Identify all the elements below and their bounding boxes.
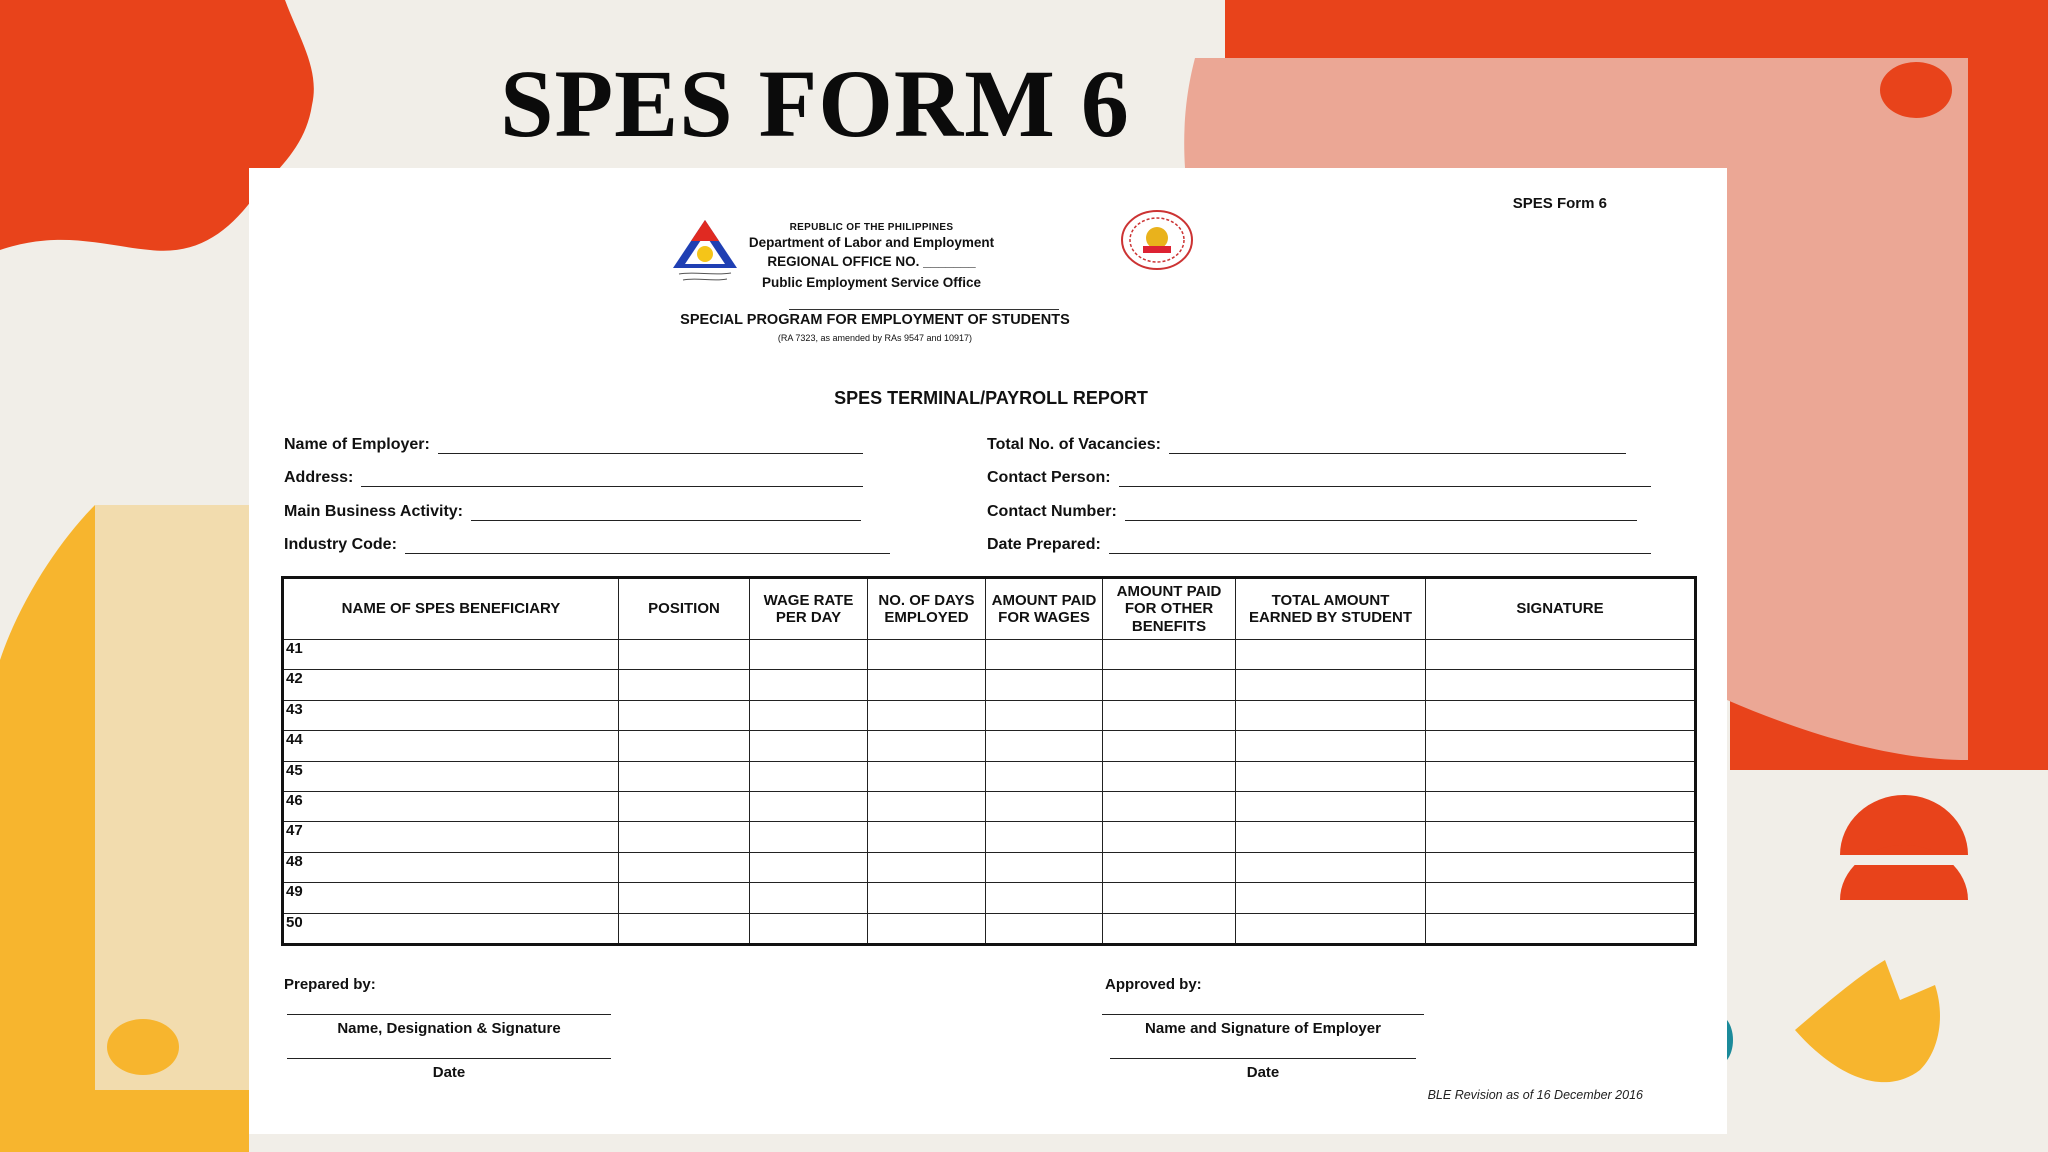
- table-header-row: [283, 578, 1696, 640]
- table-cell[interactable]: [868, 640, 986, 670]
- table-cell[interactable]: [750, 791, 868, 821]
- table-row: [283, 791, 1696, 821]
- table-cell[interactable]: [1236, 700, 1426, 730]
- table-cell[interactable]: [1103, 883, 1236, 913]
- field-label: Contact Number:: [987, 503, 1117, 520]
- table-cell[interactable]: [619, 852, 750, 882]
- table-cell[interactable]: [1236, 913, 1426, 944]
- report-title: SPES TERMINAL/PAYROLL REPORT: [834, 388, 1148, 408]
- field-label: Industry Code:: [284, 536, 397, 553]
- table-cell[interactable]: [1103, 761, 1236, 791]
- field-label: Total No. of Vacancies:: [987, 436, 1161, 453]
- table-cell[interactable]: [750, 852, 868, 882]
- table-cell[interactable]: [619, 883, 750, 913]
- table-cell[interactable]: [750, 640, 868, 670]
- row-number-cell[interactable]: 44: [283, 731, 619, 761]
- slide-title: SPES FORM 6: [500, 50, 1130, 157]
- table-cell[interactable]: [986, 913, 1103, 944]
- table-cell[interactable]: [750, 883, 868, 913]
- table-cell[interactable]: [986, 640, 1103, 670]
- table-cell[interactable]: [1103, 640, 1236, 670]
- table-cell[interactable]: [868, 731, 986, 761]
- field-label: Date Prepared:: [987, 536, 1101, 553]
- cream-panel-shape: [95, 505, 249, 1090]
- prepared-signature-line[interactable]: [287, 1014, 611, 1015]
- table-cell[interactable]: [619, 791, 750, 821]
- prepared-by-label: Prepared by:: [284, 976, 376, 993]
- table-cell[interactable]: [986, 761, 1103, 791]
- field-input-line[interactable]: [1109, 535, 1651, 554]
- employer-name-field[interactable]: [284, 432, 863, 454]
- business-activity-field[interactable]: [284, 499, 861, 521]
- column-header: NO. OF DAYS EMPLOYED: [868, 578, 986, 640]
- republic-label: REPUBLIC OF THE PHILIPPINES: [789, 222, 954, 233]
- header-divider: [789, 309, 1059, 310]
- table-cell[interactable]: [868, 700, 986, 730]
- payroll-table: [281, 576, 1697, 946]
- table-cell[interactable]: [1426, 640, 1696, 670]
- table-cell[interactable]: [619, 731, 750, 761]
- field-input-line[interactable]: [405, 535, 890, 554]
- table-cell[interactable]: [986, 852, 1103, 882]
- table-cell[interactable]: [1236, 670, 1426, 700]
- table-cell[interactable]: [868, 791, 986, 821]
- table-cell[interactable]: [1426, 883, 1696, 913]
- contact-person-field[interactable]: [987, 465, 1651, 487]
- vacancies-field[interactable]: [987, 432, 1626, 454]
- row-number-cell[interactable]: 46: [283, 791, 619, 821]
- table-cell[interactable]: [986, 883, 1103, 913]
- program-title: SPECIAL PROGRAM FOR EMPLOYMENT OF STUDENTS: [680, 312, 1070, 328]
- table-cell[interactable]: [1426, 822, 1696, 852]
- table-cell[interactable]: [868, 852, 986, 882]
- table-cell[interactable]: [750, 731, 868, 761]
- table-cell[interactable]: [1103, 791, 1236, 821]
- approved-by-label: Approved by:: [1105, 976, 1202, 993]
- table-cell[interactable]: [1426, 913, 1696, 944]
- regional-office-label: REGIONAL OFFICE NO. _______: [767, 254, 976, 269]
- column-header: POSITION: [619, 578, 750, 640]
- table-cell[interactable]: [986, 670, 1103, 700]
- table-cell[interactable]: [1103, 670, 1236, 700]
- table-cell[interactable]: [1103, 700, 1236, 730]
- yellow-dot-shape: [107, 1019, 179, 1075]
- row-number-cell[interactable]: 48: [283, 852, 619, 882]
- table-cell[interactable]: [1103, 731, 1236, 761]
- table-cell[interactable]: [1103, 852, 1236, 882]
- employment-seal-icon: [1119, 208, 1195, 272]
- table-row: [283, 822, 1696, 852]
- date-prepared-field[interactable]: [987, 532, 1651, 554]
- table-cell[interactable]: [1103, 913, 1236, 944]
- red-dot-shape: [1880, 62, 1952, 118]
- table-cell[interactable]: [868, 670, 986, 700]
- table-cell[interactable]: [1426, 791, 1696, 821]
- table-cell[interactable]: [1236, 731, 1426, 761]
- ra-reference: (RA 7323, as amended by RAs 9547 and 10917): [777, 333, 973, 343]
- table-cell[interactable]: [986, 791, 1103, 821]
- form-document: [249, 168, 1727, 1134]
- column-header: TOTAL AMOUNT EARNED BY STUDENT: [1236, 578, 1426, 640]
- prepared-date-label: Date: [432, 1064, 466, 1081]
- field-label: Name of Employer:: [284, 436, 430, 453]
- table-cell[interactable]: [1426, 731, 1696, 761]
- table-cell[interactable]: [1236, 852, 1426, 882]
- column-header: AMOUNT PAID FOR WAGES: [986, 578, 1103, 640]
- approved-signature-label: Name and Signature of Employer: [1145, 1020, 1381, 1037]
- table-cell[interactable]: [868, 761, 986, 791]
- row-number-cell[interactable]: 43: [283, 700, 619, 730]
- table-cell[interactable]: [619, 913, 750, 944]
- table-cell[interactable]: [868, 913, 986, 944]
- table-cell[interactable]: [1236, 791, 1426, 821]
- field-label: Main Business Activity:: [284, 503, 464, 520]
- yellow-pacman-shape: [1795, 960, 1940, 1082]
- prepared-signature-label: Name, Designation & Signature: [337, 1020, 561, 1037]
- table-cell[interactable]: [750, 761, 868, 791]
- approved-signature-line[interactable]: [1102, 1014, 1424, 1015]
- table-cell[interactable]: [986, 822, 1103, 852]
- industry-code-field[interactable]: [284, 532, 890, 554]
- field-input-line[interactable]: [471, 502, 861, 521]
- table-row: [283, 913, 1696, 944]
- column-header: WAGE RATE PER DAY: [750, 578, 868, 640]
- table-row: [283, 761, 1696, 791]
- table-row: [283, 852, 1696, 882]
- row-number-cell[interactable]: 49: [283, 883, 619, 913]
- row-number-cell[interactable]: 45: [283, 761, 619, 791]
- table-cell[interactable]: [1236, 640, 1426, 670]
- table-cell[interactable]: [1236, 883, 1426, 913]
- table-cell[interactable]: [986, 731, 1103, 761]
- field-input-line[interactable]: [1125, 502, 1637, 521]
- approved-date-line[interactable]: [1110, 1058, 1416, 1059]
- table-cell[interactable]: [868, 822, 986, 852]
- table-cell[interactable]: [1426, 852, 1696, 882]
- table-cell[interactable]: [619, 640, 750, 670]
- form-number: SPES Form 6: [1512, 195, 1607, 212]
- field-input-line[interactable]: [1119, 468, 1651, 487]
- table-row: [283, 700, 1696, 730]
- peso-label: Public Employment Service Office: [761, 275, 982, 290]
- table-row: [283, 640, 1696, 670]
- prepared-date-line[interactable]: [287, 1058, 611, 1059]
- column-header: SIGNATURE: [1426, 578, 1696, 640]
- agency-header: [679, 222, 1064, 290]
- table-row: [283, 670, 1696, 700]
- column-header: NAME OF SPES BENEFICIARY: [283, 578, 619, 640]
- row-number-cell[interactable]: 41: [283, 640, 619, 670]
- field-input-line[interactable]: [1169, 435, 1626, 454]
- address-field[interactable]: [284, 465, 863, 487]
- approved-date-label: Date: [1246, 1064, 1280, 1081]
- column-header: AMOUNT PAID FOR OTHER BENEFITS: [1103, 578, 1236, 640]
- table-cell[interactable]: [1236, 822, 1426, 852]
- table-cell[interactable]: [1103, 822, 1236, 852]
- row-number-cell[interactable]: 50: [283, 913, 619, 944]
- table-row: [283, 731, 1696, 761]
- table-cell[interactable]: [619, 822, 750, 852]
- table-cell[interactable]: [1426, 761, 1696, 791]
- table-cell[interactable]: [750, 822, 868, 852]
- table-cell[interactable]: [619, 670, 750, 700]
- table-cell[interactable]: [619, 700, 750, 730]
- department-label: Department of Labor and Employment: [748, 235, 995, 250]
- revision-note: BLE Revision as of 16 December 2016: [1427, 1088, 1643, 1102]
- table-cell[interactable]: [986, 700, 1103, 730]
- table-cell[interactable]: [619, 761, 750, 791]
- field-label: Address:: [284, 469, 354, 486]
- table-cell[interactable]: [750, 670, 868, 700]
- row-number-cell[interactable]: 42: [283, 670, 619, 700]
- table-cell[interactable]: [868, 883, 986, 913]
- table-cell[interactable]: [750, 700, 868, 730]
- row-number-cell[interactable]: 47: [283, 822, 619, 852]
- table-row: [283, 883, 1696, 913]
- table-cell[interactable]: [750, 913, 868, 944]
- field-input-line[interactable]: [361, 468, 863, 487]
- contact-number-field[interactable]: [987, 499, 1637, 521]
- field-input-line[interactable]: [438, 435, 863, 454]
- field-label: Contact Person:: [987, 469, 1111, 486]
- table-cell[interactable]: [1426, 700, 1696, 730]
- table-cell[interactable]: [1426, 670, 1696, 700]
- table-cell[interactable]: [1236, 761, 1426, 791]
